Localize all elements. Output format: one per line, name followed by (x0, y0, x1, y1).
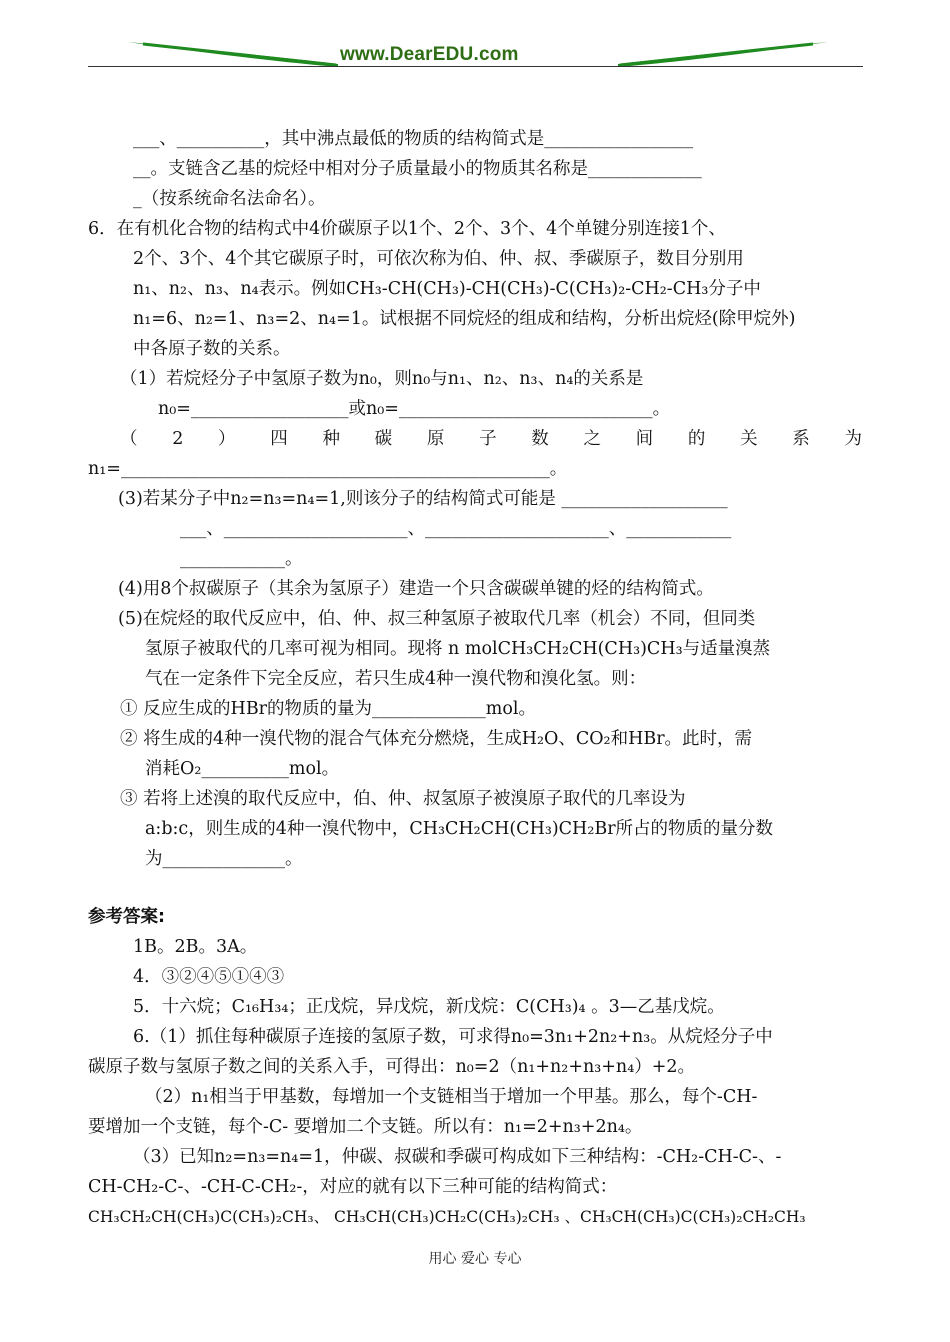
answer-line: （2）n₁相当于甲基数，每增加一个支链相当于增加一个甲基。那么，每个-CH- (145, 1087, 758, 1107)
text-line: n₀=__________________或n₀=_____________________________。 (158, 399, 671, 419)
sub-question-1: （1）若烷烃分子中氢原子数为n₀，则n₀与n₁、n₂、n₃、n₄的关系是 (120, 369, 644, 389)
text-line: 消耗O₂__________mol。 (145, 759, 340, 779)
text-line: ____________。 (180, 549, 303, 569)
item-3: ③ 若将上述溴的取代反应中，伯、仲、叔氢原子被溴原子取代的几率设为 (120, 789, 686, 809)
sub-question-5: (5)在烷烃的取代反应中，伯、仲、叔三种氢原子被取代几率（机会）不同，但同类 (118, 609, 756, 629)
sub-question-2-spaced: （ 2 ） 四 种 碳 原 子 数 之 间 的 关 系 为 (120, 429, 862, 449)
answer-line: 6.（1）抓住每种碳原子连接的氢原子数，可求得n₀=3n₁+2n₂+n₃。从烷烃分子中 (133, 1027, 773, 1047)
sub-question-3: (3)若某分子中n₂=n₃=n₄=1,则该分子的结构简式可能是 ___________________ (118, 489, 728, 509)
answer-line: （3）已知n₂=n₃=n₄=1，仲碳、叔碳和季碳可构成如下三种结构：-CH₂-CH-C-、- (133, 1147, 782, 1167)
text-line: n₁=_________________________________________________。 (88, 459, 568, 479)
text-line: ___、__________，其中沸点最低的物质的结构简式是_________________ (133, 129, 693, 149)
text-line: 氢原子被取代的几率可视为相同。现将 n molCH₃CH₂CH(CH₃)CH₃与适量溴蒸 (145, 639, 771, 659)
text-line: a:b:c，则生成的4种一溴代物中，CH₃CH₂CH(CH₃)CH₂Br所占的物质的量分数 (145, 819, 774, 839)
answer-line: 4．③②④⑤①④③ (133, 967, 285, 987)
question-6-line: 6．在有机化合物的结构式中4价碳原子以1个、2个、3个、4个单键分别连接1个、 (88, 219, 726, 239)
item-2: ② 将生成的4种一溴代物的混合气体充分燃烧，生成H₂O、CO₂和HBr。此时，需 (120, 729, 753, 749)
text-line: _（按系统命名法命名）。 (133, 189, 326, 209)
site-logo-text[interactable]: www.DearEDU.com (340, 44, 519, 65)
text-line: n₁、n₂、n₃、n₄表示。例如CH₃-CH(CH₃)-CH(CH₃)-C(CH₃)₂-CH₂-CH₃分子中 (133, 279, 761, 299)
answer-heading: 参考答案: (88, 907, 165, 927)
text-line: n₁=6、n₂=1、n₃=2、n₄=1。试根据不同烷烃的组成和结构，分析出烷烃(除甲烷外) (133, 309, 796, 329)
text-line: 中各原子数的关系。 (133, 339, 291, 359)
answer-line: 1B。2B。3A。 (133, 937, 258, 957)
text-line: __。支链含乙基的烷烃中相对分子质量最小的物质其名称是_____________ (133, 159, 702, 179)
sub-question-4: (4)用8个叔碳原子（其余为氢原子）建造一个只含碳碳单键的烃的结构简式。 (118, 579, 714, 599)
answer-line: 要增加一个支链，每个-C- 要增加二个支链。所以有：n₁=2+n₃+2n₄。 (88, 1117, 643, 1137)
header-divider (88, 66, 863, 67)
answer-line: CH₃CH₂CH(CH₃)C(CH₃)₂CH₃、 CH₃CH(CH₃)CH₂C(CH₃)₂CH₃ 、CH₃CH(CH₃)C(CH₃)₂CH₂CH₃ (88, 1208, 806, 1226)
item-1: ① 反应生成的HBr的物质的量为_____________mol。 (120, 699, 537, 719)
answer-line: CH-CH₂-C-、-CH-C-CH₂-，对应的就有以下三种可能的结构简式： (88, 1177, 618, 1197)
answer-line: 碳原子数与氢原子数之间的关系入手，可得出：n₀=2（n₁+n₂+n₃+n₄）+2。 (88, 1057, 696, 1077)
text-line: 气在一定条件下完全反应，若只生成4种一溴代物和溴化氢。则： (145, 669, 647, 689)
text-line: 2个、3个、4个其它碳原子时，可依次称为伯、仲、叔、季碳原子，数目分别用 (133, 249, 744, 269)
answer-line: 5．十六烷；C₁₆H₃₄；正戊烷，异戊烷，新戊烷：C(CH₃)₄ 。3—乙基戊烷。 (133, 997, 725, 1017)
text-line: 为______________。 (145, 849, 303, 869)
page-footer: 用心 爱心 专心 (428, 1251, 522, 1267)
text-line: ___、_____________________、_____________________、____________ (180, 519, 732, 539)
